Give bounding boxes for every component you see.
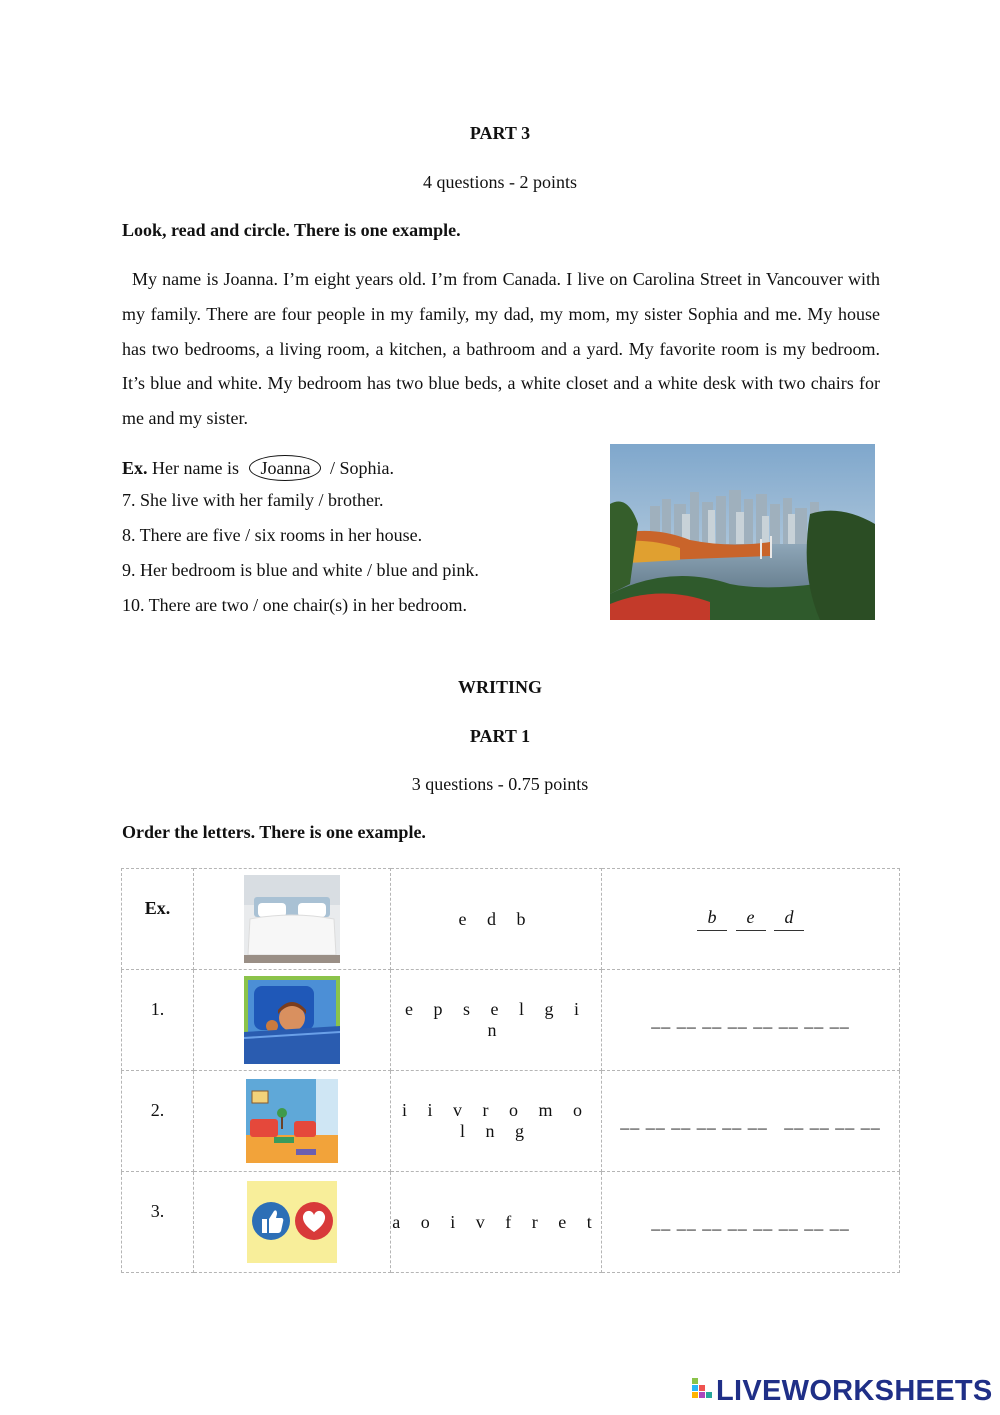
question-9[interactable]: 9. Her bedroom is blue and white / blue and pink.: [122, 560, 479, 580]
logo-text: LIVEWORKSHEETS: [716, 1374, 993, 1407]
example-alt: / Sophia.: [329, 458, 394, 478]
writing-title: WRITING: [457, 677, 542, 697]
circled-answer: Joanna: [249, 455, 321, 481]
example-question: [122, 455, 394, 481]
row-number: 2.: [122, 1071, 194, 1172]
example-text: Her name is: [152, 458, 239, 478]
part3-title: PART 3: [469, 123, 531, 143]
example-answer: [602, 869, 900, 970]
table-row: [122, 970, 900, 1071]
table-row: [122, 1172, 900, 1273]
row-number: 1.: [122, 970, 194, 1071]
answer-blank[interactable]: __ __ __ __ __ __ __ __: [602, 970, 900, 1071]
table-row: [122, 869, 900, 970]
part3-subtitle: 4 questions - 2 points: [422, 172, 577, 192]
scrambled-letters: e p s e l g i n: [391, 970, 602, 1071]
scrambled-letters: e d b: [391, 869, 602, 970]
row-number: 3.: [122, 1172, 194, 1273]
example-label: Ex.: [122, 458, 148, 478]
writing-instruction: Order the letters. There is one example.: [122, 822, 426, 842]
row-number: Ex.: [122, 869, 194, 970]
answer-letter: e: [736, 907, 766, 931]
bed-image: [194, 869, 391, 970]
reading-passage: My name is Joanna. I’m eight years old. I’m from Canada. I live on Carolina Street in Vancouver with my family. There are four people in my family, my dad, my mom, my sister Sophia and me. My house has two bedrooms, a living room, a kitchen, a bathroom and a yard. My favorite room is my bedroom. It’s blue and white. My bedroom has two blue beds, a white closet and a white desk with two chairs for me and my sister.: [122, 269, 880, 429]
scrambled-letters: i i v r o m o l n g: [391, 1071, 602, 1172]
liveworksheets-logo-icon: [692, 1378, 714, 1404]
answer-letter: b: [697, 907, 727, 931]
vancouver-photo: [610, 444, 875, 620]
writing-subtitle: 3 questions - 0.75 points: [411, 774, 589, 794]
question-8[interactable]: 8. There are five / six rooms in her house.: [122, 525, 423, 545]
like-love-image: [194, 1172, 391, 1273]
living-room-image: [194, 1071, 391, 1172]
answer-blank[interactable]: __ __ __ __ __ __ __ __: [602, 1172, 900, 1273]
order-letters-table: [121, 868, 900, 1273]
answer-blank[interactable]: __ __ __ __ __ __ __ __ __ __: [602, 1071, 900, 1172]
question-10[interactable]: 10. There are two / one chair(s) in her bedroom.: [122, 595, 468, 615]
question-7[interactable]: 7. She live with her family / brother.: [122, 490, 384, 510]
part3-instruction: Look, read and circle. There is one example.: [122, 220, 461, 240]
table-row: [122, 1071, 900, 1172]
writing-part-title: PART 1: [469, 726, 531, 746]
answer-letter: d: [774, 907, 804, 931]
liveworksheets-logo[interactable]: [692, 1376, 993, 1406]
sleeping-image: [194, 970, 391, 1071]
scrambled-letters: a o i v f r e t: [391, 1172, 602, 1273]
